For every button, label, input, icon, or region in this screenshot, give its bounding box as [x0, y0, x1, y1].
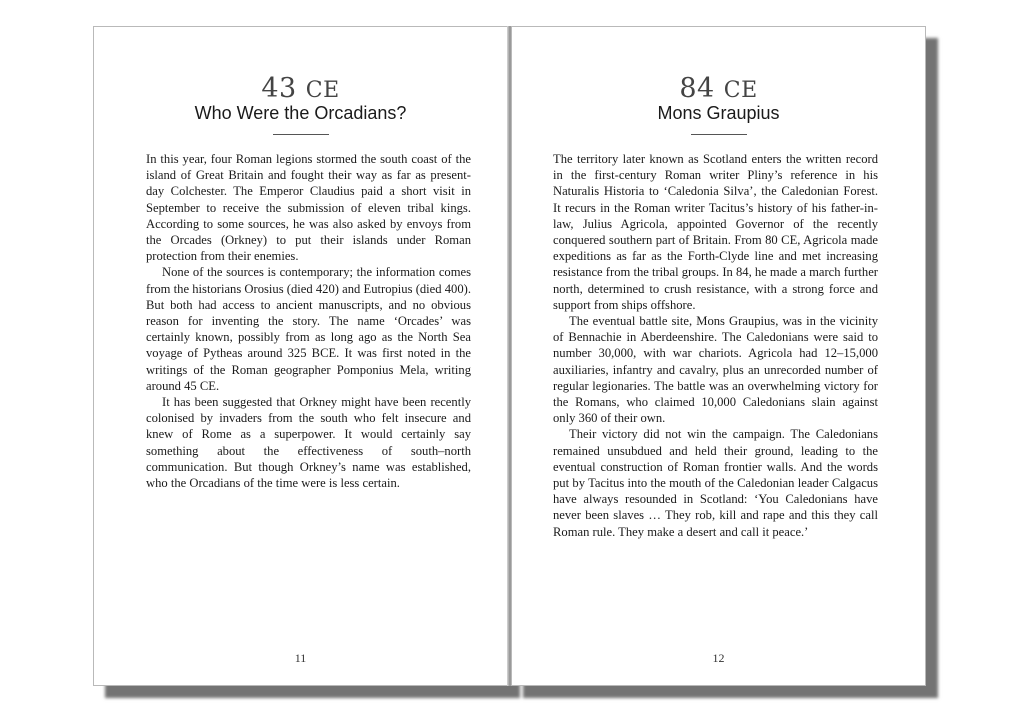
- page-number: 12: [712, 651, 725, 665]
- chapter-year: [94, 73, 507, 104]
- page-number: 11: [294, 651, 307, 665]
- body-paragraph: The territory later known as Scotland enters the written record in the first-century Roman writer Pliny’s reference in his Naturalis Historia to ‘Caledonia Silva’, the Caledonian Forest. It recurs in the Roman writer Tacitus’s history of his father-in-law, Julius Agricola, appointed Governor of the recently conquered southern part of Britain. From 80 CE, Agricola made expeditions as far as the Forth-Clyde line and met increasing resistance from the tribal groups. In 84, he made a march further north, determined to crush resistance, with a strong force and support from ships offshore.: [553, 152, 878, 312]
- chapter-title: Mons Graupius: [657, 103, 780, 123]
- body-paragraph: None of the sources is contemporary; the information comes from the historians Orosius (died 420) and Eutropius (died 400). But both had access to ancient manuscripts, and no obvious reason for inventing the story. The name ‘Orcades’ was certainly known, possibly from as long ago as the North Sea voyage of Pytheas around 325 BCE. It was first noted in the writings of the Roman geographer Pomponius Mela, writing around 45 CE.: [146, 265, 471, 393]
- title-divider: [273, 134, 329, 135]
- chapter-year: [512, 73, 925, 104]
- body-paragraph: Their victory did not win the campaign. The Caledonians remained unsubdued and held their ground, leading to the eventual construction of Roman frontier walls. And the words put by Tacitus into the mouth of the Caledonian leader Calgacus have always resounded in Scotland: ‘You Caledonians have never been slaves … They rob, kill and rape and this they call Roman rule. They make a desert and call it peace.’: [553, 427, 878, 539]
- right-page: [511, 26, 926, 686]
- body-paragraph: In this year, four Roman legions stormed the south coast of the island of Great Britain and fought their way as far as present-day Colchester. The Emperor Claudius paid a short visit in September to receive the submission of eleven tribal kings. According to some sources, he was also asked by envoys from the Orcades (Orkney) to put their islands under Roman protection from their enemies.: [146, 152, 471, 264]
- chapter-body: [553, 151, 878, 540]
- year-number: 84: [679, 73, 715, 104]
- year-number: 43: [261, 73, 297, 104]
- left-page: [93, 26, 508, 686]
- body-paragraph: It has been suggested that Orkney might have been recently colonised by invaders from the south who felt insecure and knew of Rome as a superpower. It would certainly say something about the effectiveness of south–north communication. But though Orkney’s name was established, who the Orcadians of the time were is less certain.: [146, 395, 471, 491]
- title-divider: [691, 134, 747, 135]
- body-paragraph: The eventual battle site, Mons Graupius, was in the vicinity of Bennachie in Aberdeenshire. The Caledonians were said to number 30,000, with war chariots. Agricola had 12–15,000 auxiliaries, infantry and cavalry, plus an unrecorded number of regular legionaries. The battle was an overwhelming victory for the Romans, who claimed 10,000 Caledonians slain against only 360 of their own.: [553, 314, 878, 426]
- chapter-body: [146, 151, 471, 491]
- year-era: CE: [723, 78, 758, 103]
- chapter-title: Who Were the Orcadians?: [194, 103, 407, 123]
- year-era: CE: [305, 78, 340, 103]
